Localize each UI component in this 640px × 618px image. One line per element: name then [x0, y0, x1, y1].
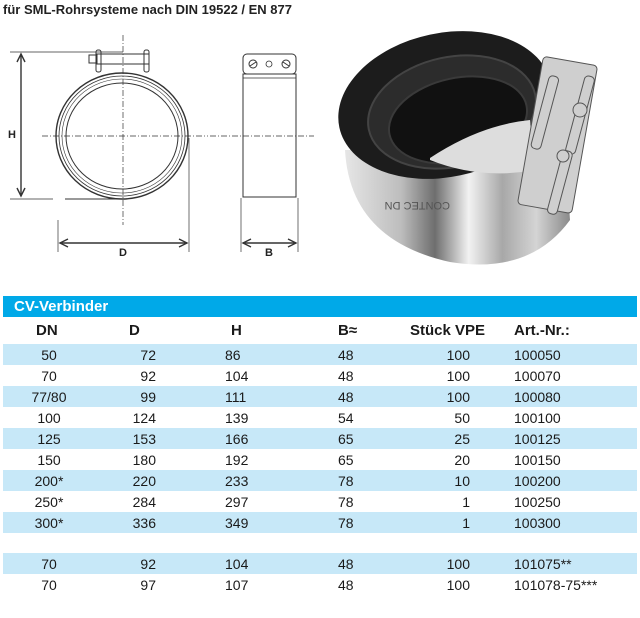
- table-row: [3, 491, 637, 512]
- cell-b: 48: [338, 368, 354, 384]
- cell-art-nr: 100100: [514, 410, 561, 426]
- cell-b: 48: [338, 556, 354, 572]
- cell-b: 54: [338, 410, 354, 426]
- cell-b: 48: [338, 389, 354, 405]
- cell-h: 104: [225, 556, 249, 572]
- cell-dn: 70: [41, 577, 57, 593]
- table-body: [3, 344, 637, 595]
- table-row: [3, 407, 637, 428]
- table-header-row: [3, 317, 637, 344]
- svg-text:CONTEC DN: CONTEC DN: [384, 199, 450, 211]
- cell-art-nr: 100125: [514, 431, 561, 447]
- cell-dn: 70: [41, 368, 57, 384]
- cell-vpe: 100: [446, 347, 470, 363]
- table-row: [3, 512, 637, 533]
- table-row: [3, 470, 637, 491]
- cell-art-nr: 100250: [514, 494, 561, 510]
- cell-vpe: 100: [446, 577, 470, 593]
- table-row: [3, 344, 637, 365]
- cell-d: 220: [132, 473, 156, 489]
- table-row: [3, 449, 637, 470]
- table-row: [3, 365, 637, 386]
- cell-dn: 77/80: [31, 389, 67, 405]
- cell-d: 92: [140, 556, 156, 572]
- cell-dn: 70: [41, 556, 57, 572]
- cell-d: 72: [140, 347, 156, 363]
- cell-dn: 150: [37, 452, 61, 468]
- table-row: [3, 574, 637, 595]
- cell-art-nr: 101075**: [514, 556, 572, 572]
- cell-d: 124: [132, 410, 156, 426]
- cell-h: 139: [225, 410, 249, 426]
- table-title: CV-Verbinder: [3, 296, 637, 317]
- column-header-h: H: [231, 322, 242, 339]
- column-header-vpe: Stück VPE: [410, 322, 486, 339]
- cell-art-nr: 100070: [514, 368, 561, 384]
- cell-b: 78: [338, 473, 354, 489]
- cell-dn: 125: [37, 431, 61, 447]
- cell-h: 107: [225, 577, 249, 593]
- column-header-b: B≈: [338, 322, 358, 339]
- cell-h: 86: [225, 347, 241, 363]
- table-row: [3, 386, 637, 407]
- cell-vpe: 100: [446, 389, 470, 405]
- cell-b: 78: [338, 515, 354, 531]
- cell-dn: 200*: [34, 473, 64, 489]
- column-header-dn: DN: [36, 322, 58, 339]
- cell-vpe: 100: [446, 556, 470, 572]
- cell-art-nr: 101078-75***: [514, 577, 598, 593]
- cell-dn: 300*: [34, 515, 64, 531]
- cell-vpe: 1: [462, 515, 470, 531]
- column-header-art-nr: Art.-Nr.:: [514, 322, 570, 339]
- cell-art-nr: 100080: [514, 389, 561, 405]
- cell-vpe: 20: [454, 452, 470, 468]
- svg-text:B: B: [265, 247, 273, 259]
- cell-art-nr: 100150: [514, 452, 561, 468]
- cell-b: 48: [338, 577, 354, 593]
- cell-b: 65: [338, 431, 354, 447]
- cell-d: 336: [132, 515, 156, 531]
- cell-dn: 100: [37, 410, 61, 426]
- cell-b: 65: [338, 452, 354, 468]
- cell-h: 233: [225, 473, 249, 489]
- table-row: [3, 553, 637, 574]
- cell-dn: 50: [41, 347, 57, 363]
- cell-art-nr: 100200: [514, 473, 561, 489]
- svg-text:H: H: [8, 129, 16, 141]
- cell-d: 153: [132, 431, 156, 447]
- cell-dn: 250*: [34, 494, 64, 510]
- cell-vpe: 50: [454, 410, 470, 426]
- front-view-drawing: [0, 30, 210, 270]
- cell-d: 180: [132, 452, 156, 468]
- cell-h: 104: [225, 368, 249, 384]
- cell-art-nr: 100050: [514, 347, 561, 363]
- cell-h: 349: [225, 515, 249, 531]
- cell-vpe: 10: [454, 473, 470, 489]
- table-spacer: [3, 533, 637, 553]
- cell-d: 284: [132, 494, 156, 510]
- cell-vpe: 1: [462, 494, 470, 510]
- cell-h: 297: [225, 494, 249, 510]
- svg-text:D: D: [119, 247, 127, 259]
- column-header-d: D: [129, 322, 140, 339]
- table-row: [3, 428, 637, 449]
- cell-h: 111: [225, 389, 247, 405]
- cell-d: 99: [140, 389, 156, 405]
- cell-vpe: 25: [454, 431, 470, 447]
- side-view-drawing: [210, 30, 330, 270]
- product-photo: [330, 30, 640, 280]
- cell-b: 78: [338, 494, 354, 510]
- cell-b: 48: [338, 347, 354, 363]
- cell-d: 92: [140, 368, 156, 384]
- page-subtitle: für SML-Rohrsysteme nach DIN 19522 / EN 877: [3, 2, 292, 17]
- cell-vpe: 100: [446, 368, 470, 384]
- product-table: [3, 296, 637, 595]
- cell-d: 97: [140, 577, 156, 593]
- cell-h: 166: [225, 431, 249, 447]
- cell-h: 192: [225, 452, 249, 468]
- cell-art-nr: 100300: [514, 515, 561, 531]
